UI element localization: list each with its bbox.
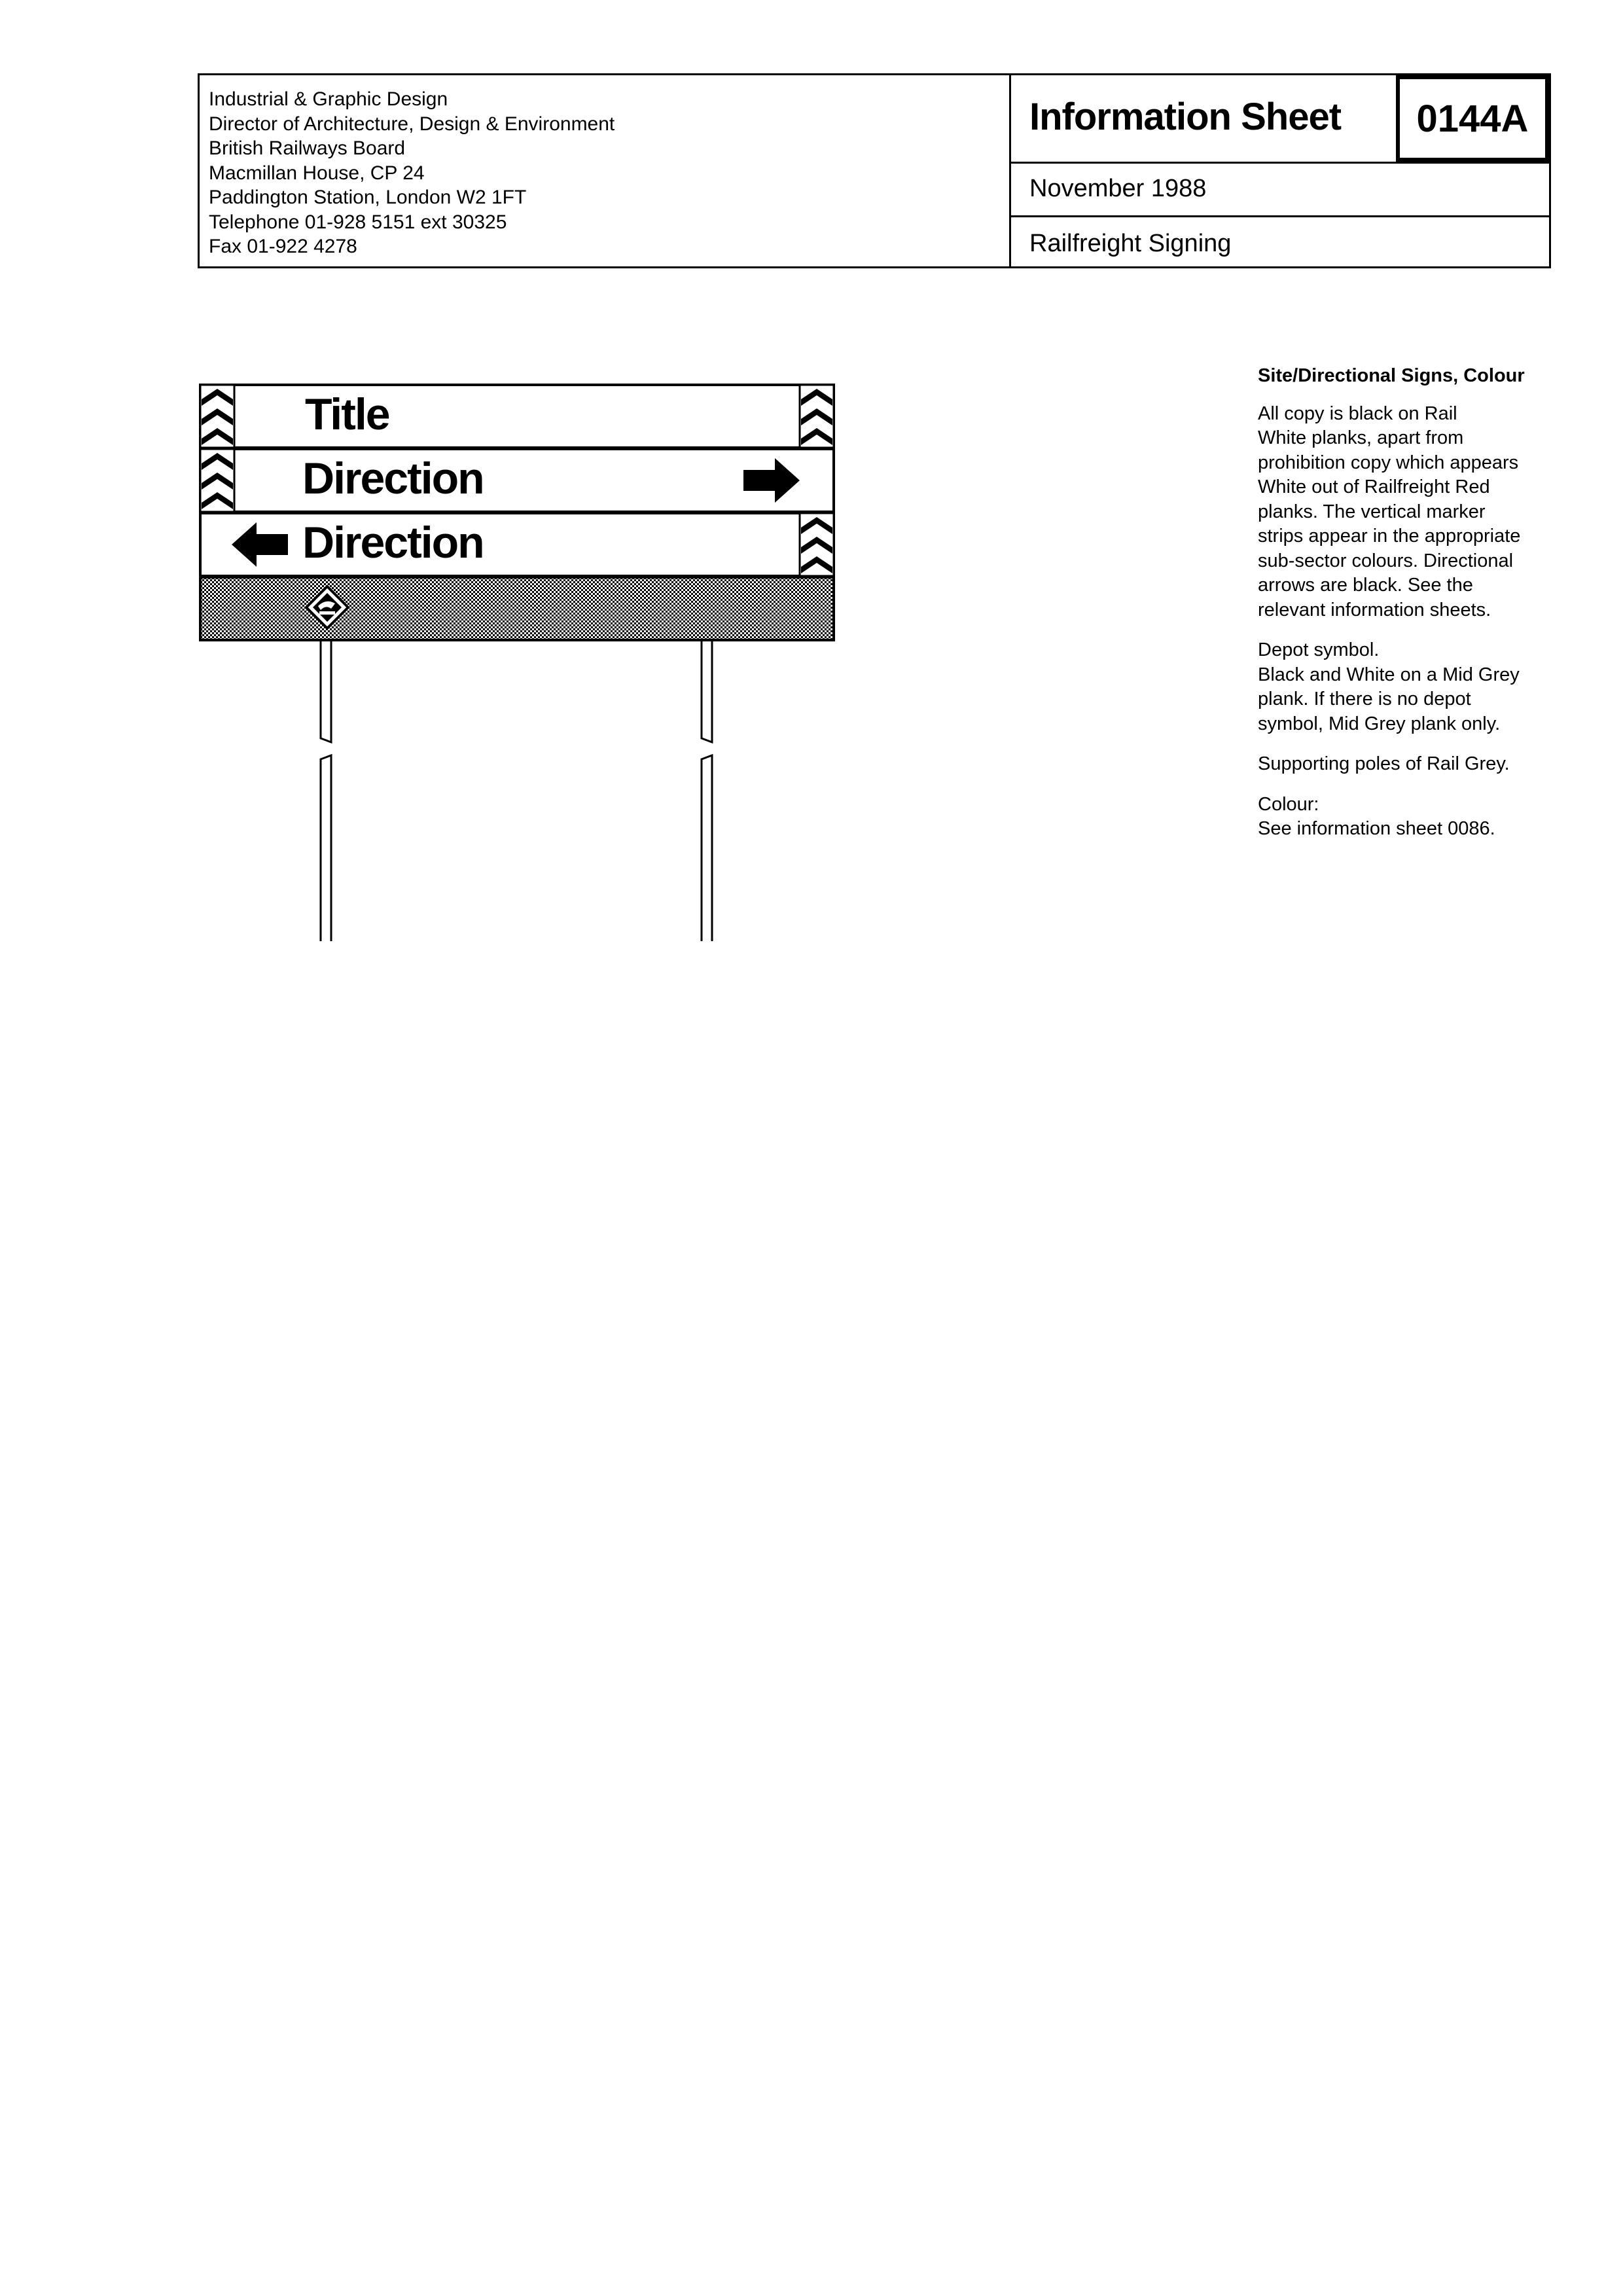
notes-line: strips appear in the appropriate	[1258, 526, 1521, 547]
title-plank	[200, 385, 834, 448]
address-line: Telephone 01-928 5151 ext 30325	[209, 211, 507, 233]
page-title: Information Sheet	[1029, 96, 1342, 138]
notes-line: relevant information sheets.	[1258, 599, 1491, 620]
notes-line: All copy is black on Rail	[1258, 403, 1457, 424]
address-line: Director of Architecture, Design & Environment	[209, 113, 615, 135]
notes-line: symbol, Mid Grey plank only.	[1258, 713, 1501, 734]
title-plank-text: Title	[305, 389, 389, 439]
notes-line: plank. If there is no depot	[1258, 689, 1471, 709]
issue-date: November 1988	[1029, 175, 1207, 202]
notes-line: prohibition copy which appears	[1258, 452, 1519, 473]
sheet-number: 0144A	[1396, 75, 1549, 162]
direction-left-plank	[200, 513, 834, 576]
marker-strip-right	[800, 513, 834, 576]
notes-line: planks. The vertical marker	[1258, 501, 1486, 522]
notes-paragraph	[1258, 638, 1559, 736]
address-line: Macmillan House, CP 24	[209, 162, 425, 184]
notes-column	[1258, 364, 1559, 857]
address-line: Industrial & Graphic Design	[209, 88, 448, 110]
direction-right-text: Direction	[302, 454, 484, 503]
notes-line: Colour:	[1258, 793, 1319, 815]
marker-strip-right	[800, 385, 834, 448]
notes-line: White planks, apart from	[1258, 427, 1464, 448]
notes-paragraph	[1258, 402, 1559, 623]
support-pole-right	[702, 640, 712, 941]
support-pole-left	[321, 640, 331, 941]
notes-line: sub-sector colours. Directional	[1258, 550, 1514, 571]
address-line: British Railways Board	[209, 137, 406, 159]
notes-paragraph	[1258, 752, 1559, 777]
notes-heading: Site/Directional Signs, Colour	[1258, 365, 1525, 386]
direction-left-text: Direction	[302, 518, 484, 567]
notes-line: Supporting poles of Rail Grey.	[1258, 753, 1510, 774]
notes-line: arrows are black. See the	[1258, 575, 1473, 596]
direction-right-plank	[200, 449, 834, 512]
marker-strip-left	[200, 385, 234, 448]
marker-strip-left	[200, 449, 234, 512]
depot-plank	[200, 577, 834, 640]
notes-line: Depot symbol.	[1258, 639, 1380, 660]
notes-paragraph	[1258, 793, 1559, 842]
address-line: Paddington Station, London W2 1FT	[209, 187, 527, 208]
notes-line: White out of Railfreight Red	[1258, 476, 1490, 497]
address-line: Fax 01-922 4278	[209, 236, 357, 257]
notes-line: See information sheet 0086.	[1258, 818, 1495, 839]
notes-line: Black and White on a Mid Grey	[1258, 664, 1520, 685]
sheet-subject: Railfreight Signing	[1029, 230, 1232, 257]
